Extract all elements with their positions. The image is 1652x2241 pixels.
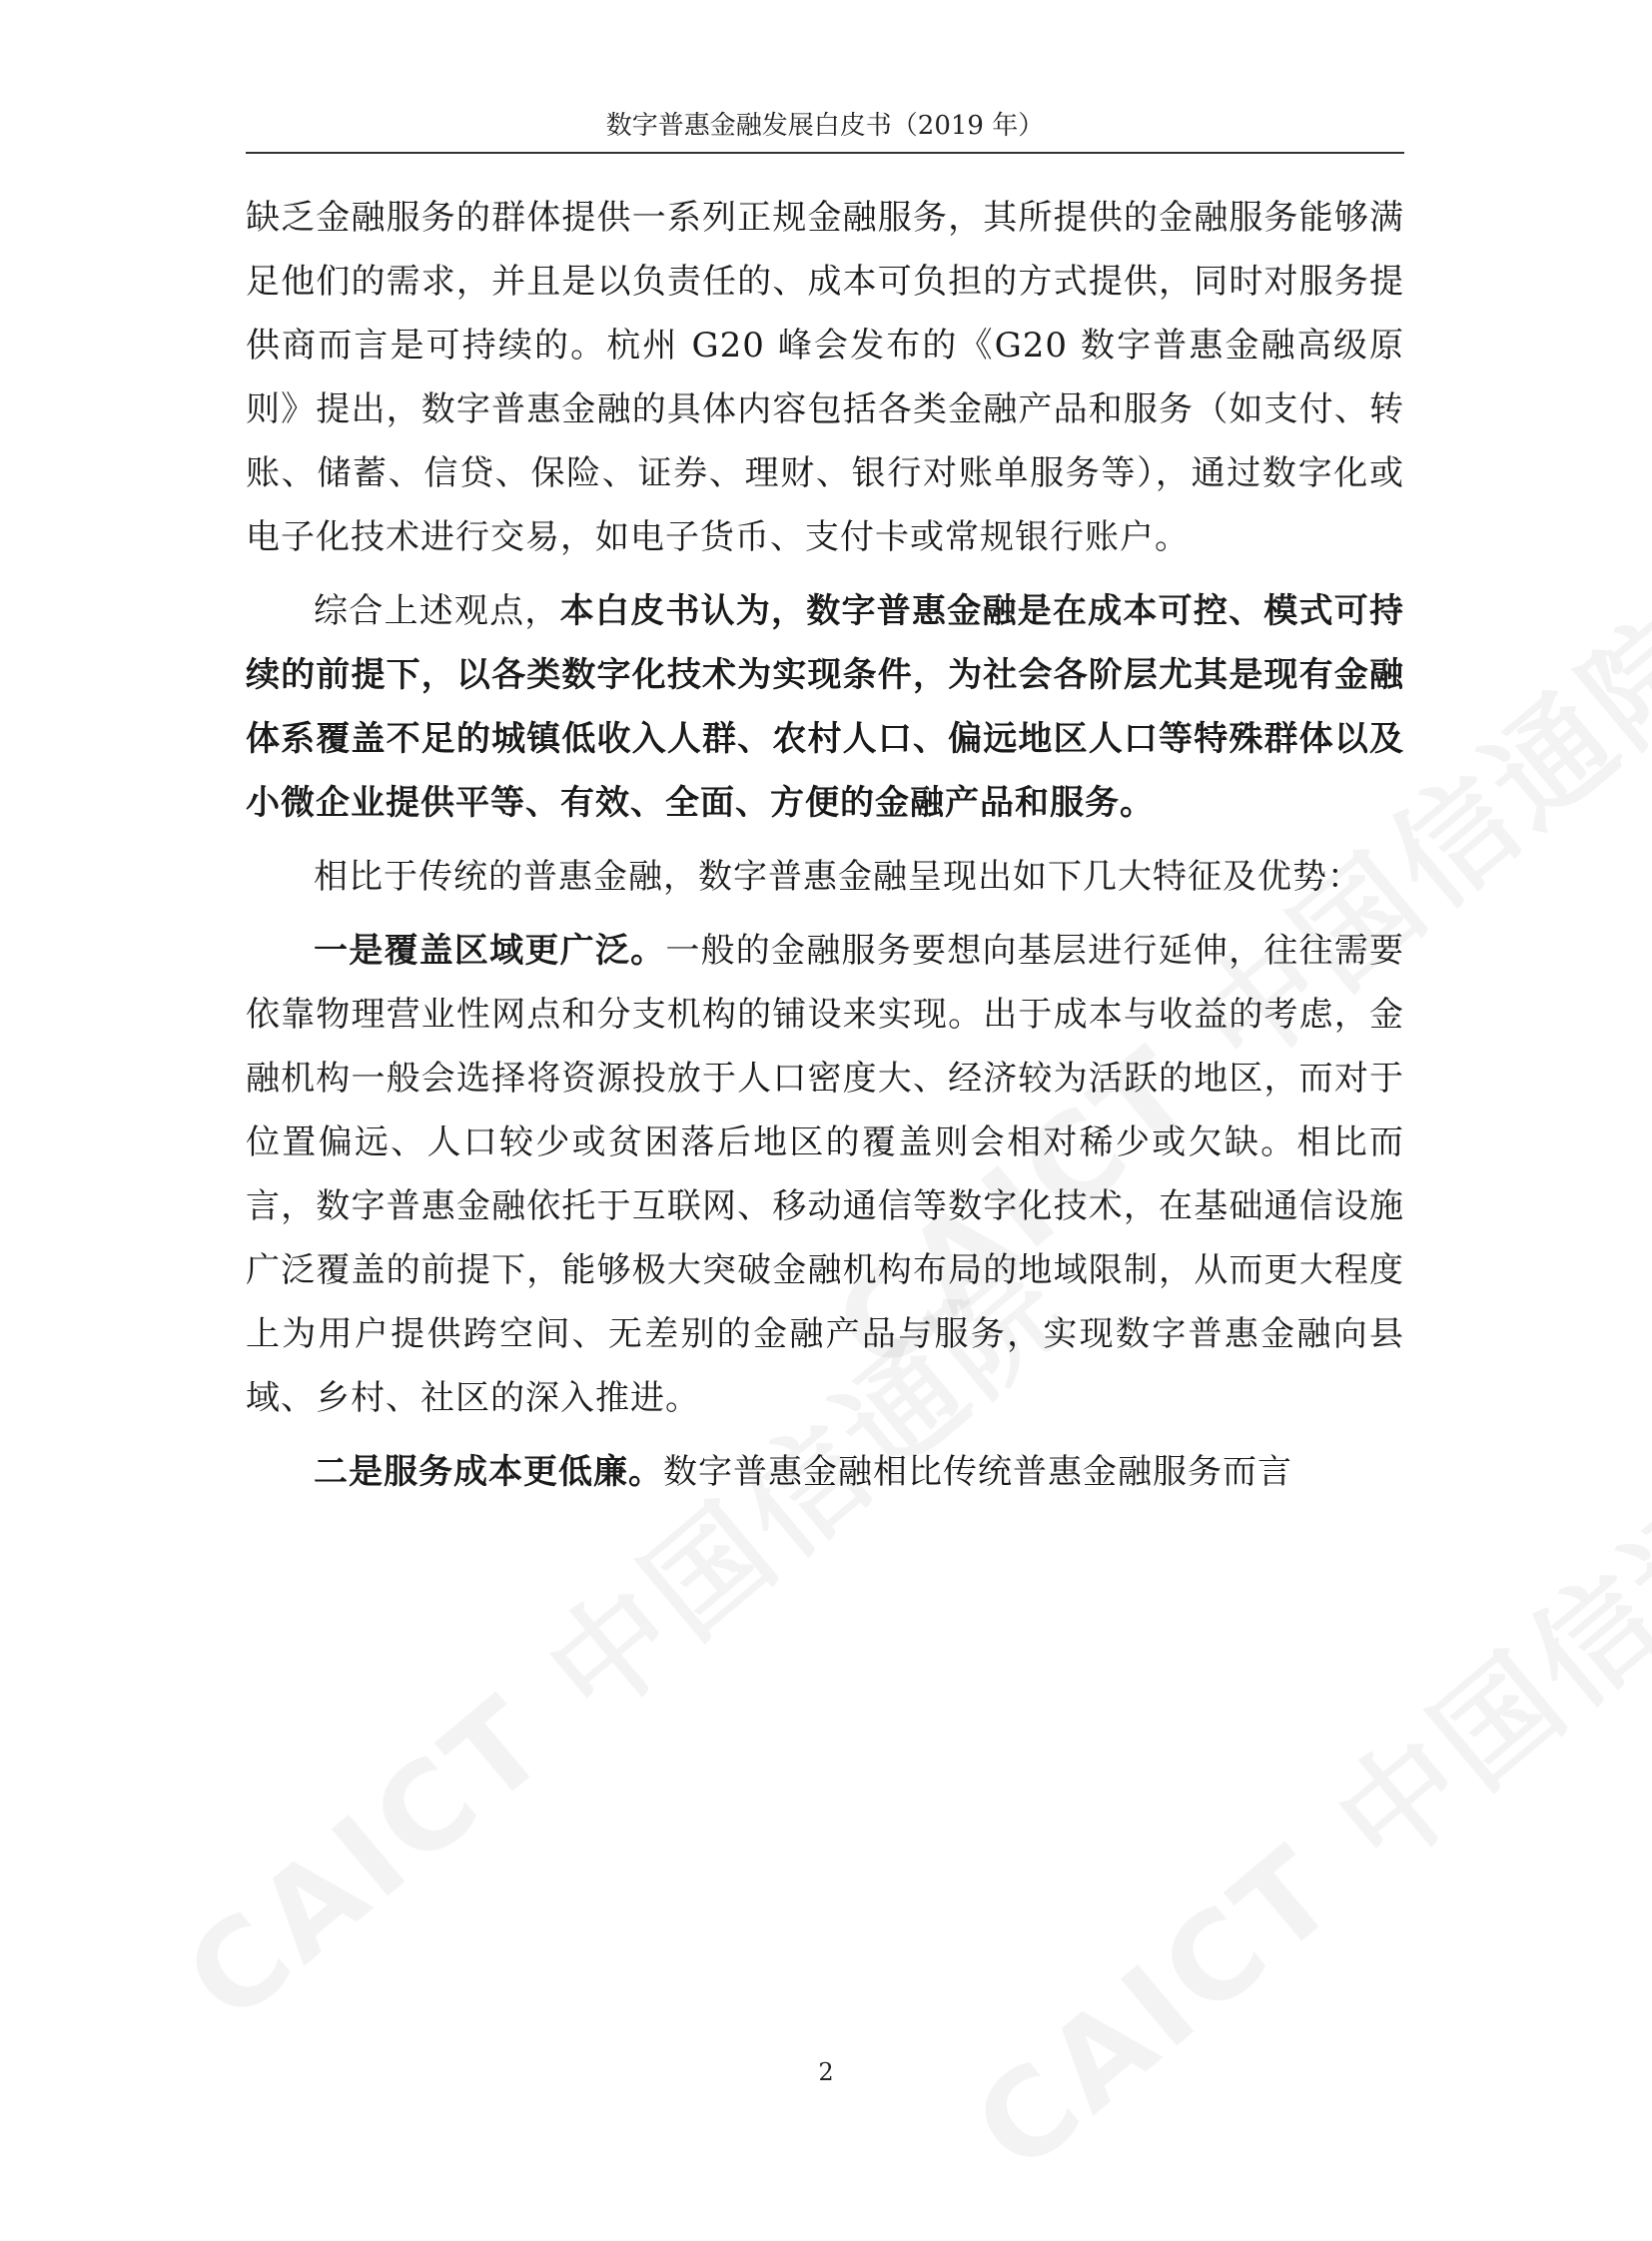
paragraph-text: 相比于传统的普惠金融，数字普惠金融呈现出如下几大特征及优势： [314,857,1362,897]
paragraph-feature-two [246,1440,1404,1504]
paragraph-bold-definition: 本白皮书认为，数字普惠金融是在成本可控、模式可持续的前提下，以各类数字化技术为实现条件，为社会各阶层尤其是现有金融体系覆盖不足的城镇低收入人群、农村人口、偏远地区人口等特殊群体以及小微企业提供平等、有效、全面、方便的金融产品和服务。 [246,591,1405,823]
feature-one-heading: 一是覆盖区域更广泛。 [314,931,666,971]
paragraph-features-intro [246,845,1404,909]
paragraph-lead: 综合上述观点， [314,591,560,631]
feature-one-text: 一般的金融服务要想向基层进行延伸，往往需要依靠物理营业性网点和分支机构的铺设来实现。出于成本与收益的考虑，金融机构一般会选择将资源投放于人口密度大、经济较为活跃的地区，而对于位置偏远、人口较少或贫困落后地区的覆盖则会相对稀少或欠缺。相比而言，数字普惠金融依托于互联网、移动通信等数字化技术，在基础通信设施广泛覆盖的前提下，能够极大突破金融机构布局的地域限制，从而更大程度上为用户提供跨空间、无差别的金融产品与服务，实现数字普惠金融向县域、乡村、社区的深入推进。 [246,931,1405,1418]
feature-two-heading: 二是服务成本更低廉。 [314,1452,663,1492]
paragraph-text: 缺乏金融服务的群体提供一系列正规金融服务，其所提供的金融服务能够满足他们的需求，并且是以负责任的、成本可负担的方式提供，同时对服务提供商而言是可持续的。杭州 G20 峰会发布的《G20 数字普惠金融高级原则》提出，数字普惠金融的具体内容包括各类金融产品和服务（如支付、转账、储蓄、信贷、保险、证券、理财、银行对账单服务等），通过数字化或电子化技术进行交易，如电子货币、支付卡或常规银行账户。 [246,198,1404,557]
paragraph-feature-one [246,919,1404,1430]
header-rule [246,152,1404,154]
document-body [246,186,1404,1514]
feature-two-text: 数字普惠金融相比传统普惠金融服务而言 [663,1452,1292,1492]
running-header: 数字普惠金融发展白皮书（2019 年） [605,111,1045,141]
page-number: 2 [818,2058,834,2086]
paragraph-definition [246,579,1404,835]
paragraph-continued [246,186,1404,569]
